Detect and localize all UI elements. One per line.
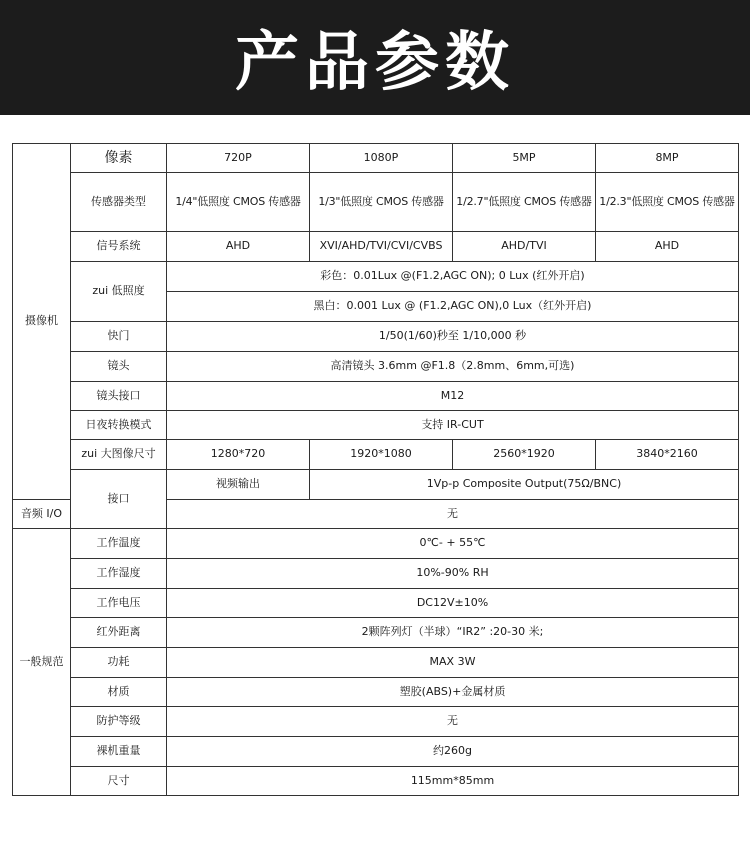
table-row-general <box>13 559 739 589</box>
row-label: 尺寸 <box>71 767 167 796</box>
row-label: zui 大图像尺寸 <box>71 440 167 470</box>
row-label: 红外距离 <box>71 618 167 648</box>
table-cell: 2颗阵列灯（半球）“IR2” :20-30 米; <box>167 618 739 648</box>
table-row-general <box>13 678 739 707</box>
table-cell: 黑白：0.001 Lux @ (F1.2,AGC ON),0 Lux（红外开启) <box>167 292 739 322</box>
table-row-general <box>13 618 739 648</box>
table-cell: XVI/AHD/TVI/CVI/CVBS <box>310 232 453 262</box>
table-cell: M12 <box>167 382 739 411</box>
table-row-general <box>13 707 739 737</box>
table-cell: 1/50(1/60)秒至 1/10,000 秒 <box>167 322 739 352</box>
row-label: 音频 I/O <box>13 500 71 529</box>
table-row-day-night <box>13 411 739 440</box>
row-label: 信号系统 <box>71 232 167 262</box>
table-row-general <box>13 767 739 796</box>
spec-table <box>12 143 739 796</box>
row-label: 工作温度 <box>71 529 167 559</box>
table-cell: AHD <box>167 232 310 262</box>
column-header-8mp: 8MP <box>596 144 739 173</box>
column-header-720p: 720P <box>167 144 310 173</box>
row-label: 功耗 <box>71 648 167 678</box>
table-cell: 支持 IR-CUT <box>167 411 739 440</box>
row-label: 镜头接口 <box>71 382 167 411</box>
column-header-5mp: 5MP <box>453 144 596 173</box>
table-cell: 高清镜头 3.6mm @F1.8（2.8mm、6mm,可选) <box>167 352 739 382</box>
table-row-general <box>13 529 739 559</box>
row-label: 工作湿度 <box>71 559 167 589</box>
table-row-video-output <box>13 470 739 500</box>
row-label: 防护等级 <box>71 707 167 737</box>
table-cell: 1/3"低照度 CMOS 传感器 <box>310 173 453 232</box>
table-row-max-resolution <box>13 440 739 470</box>
title-banner <box>0 0 750 115</box>
table-cell: 2560*1920 <box>453 440 596 470</box>
column-header-1080p: 1080P <box>310 144 453 173</box>
row-label: 材质 <box>71 678 167 707</box>
row-label-pixels: 像素 <box>71 144 167 173</box>
table-row-signal-system <box>13 232 739 262</box>
row-label: 镜头 <box>71 352 167 382</box>
group-camera: 摄像机 <box>13 144 71 500</box>
row-label: 裸机重量 <box>71 737 167 767</box>
table-cell: 1280*720 <box>167 440 310 470</box>
table-cell: 塑胶(ABS)+金属材质 <box>167 678 739 707</box>
table-row-lens <box>13 352 739 382</box>
table-cell: 无 <box>167 500 739 529</box>
row-label: 工作电压 <box>71 589 167 618</box>
table-row-header <box>13 144 739 173</box>
table-cell: AHD <box>596 232 739 262</box>
table-row-min-illumination-color <box>13 262 739 292</box>
table-cell: 0℃- + 55℃ <box>167 529 739 559</box>
group-interface: 接口 <box>71 470 167 529</box>
table-cell: 彩色：0.01Lux @(F1.2,AGC ON); 0 Lux (红外开启) <box>167 262 739 292</box>
table-cell: DC12V±10% <box>167 589 739 618</box>
table-cell: 约260g <box>167 737 739 767</box>
table-row-general <box>13 648 739 678</box>
table-cell: 3840*2160 <box>596 440 739 470</box>
table-cell: 10%-90% RH <box>167 559 739 589</box>
group-general: 一般规范 <box>13 529 71 796</box>
row-label: 快门 <box>71 322 167 352</box>
table-row-shutter <box>13 322 739 352</box>
row-label: zui 低照度 <box>71 262 167 322</box>
table-cell: 1920*1080 <box>310 440 453 470</box>
table-cell: 1Vp-p Composite Output(75Ω/BNC) <box>310 470 739 500</box>
table-cell: MAX 3W <box>167 648 739 678</box>
table-cell: AHD/TVI <box>453 232 596 262</box>
row-label: 日夜转换模式 <box>71 411 167 440</box>
table-cell: 1/2.3"低照度 CMOS 传感器 <box>596 173 739 232</box>
row-label: 传感器类型 <box>71 173 167 232</box>
table-cell: 1/2.7"低照度 CMOS 传感器 <box>453 173 596 232</box>
table-row-sensor-type <box>13 173 739 232</box>
table-row-general <box>13 589 739 618</box>
table-cell: 无 <box>167 707 739 737</box>
row-label: 视频输出 <box>167 470 310 500</box>
table-row-general <box>13 737 739 767</box>
table-cell: 115mm*85mm <box>167 767 739 796</box>
table-cell: 1/4"低照度 CMOS 传感器 <box>167 173 310 232</box>
page-title: 产品参数 <box>235 25 515 100</box>
table-row-lens-mount <box>13 382 739 411</box>
